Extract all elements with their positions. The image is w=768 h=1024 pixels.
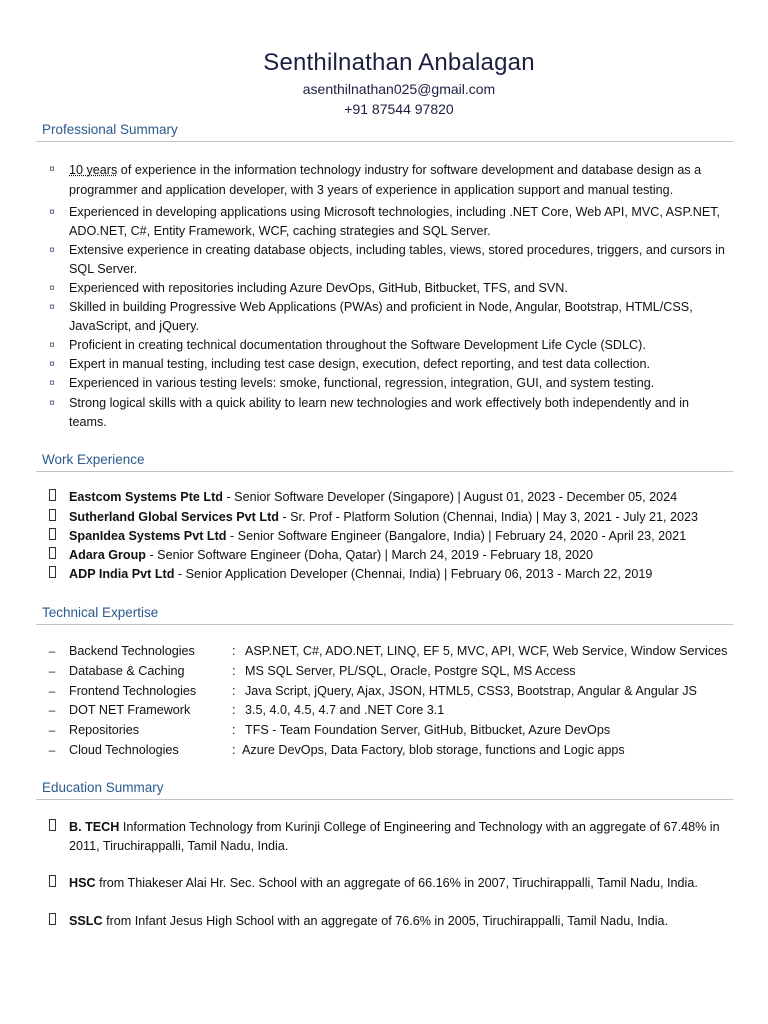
degree-name: HSC	[69, 876, 96, 890]
box-bullet-icon	[46, 546, 58, 565]
candidate-name: Senthilnathan Anbalagan	[263, 49, 535, 76]
tech-separator: :	[232, 703, 236, 717]
section-divider	[36, 624, 733, 625]
tech-list: MS SQL Server, PL/SQL, Oracle, Postgre SQL, MS Access	[245, 664, 576, 678]
box-bullet-icon	[46, 508, 58, 527]
box-bullet-icon	[46, 488, 58, 507]
tech-list: ASP.NET, C#, ADO.NET, LINQ, EF 5, MVC, API, WCF, Web Service, Window Services	[245, 644, 728, 658]
degree-name: B. TECH	[69, 820, 120, 834]
phone-number: +91 87544 97820	[344, 101, 454, 117]
summary-text: Experienced in developing applications using Microsoft technologies, including .NET Core, Web API, MVC, ASP.NET, ADO.NET, C#, Entity Framework, WCF, caching strategies and SQL Server.	[69, 205, 721, 239]
tech-category: Backend Technologies	[69, 644, 195, 658]
tech-category: Database & Caching	[69, 664, 185, 678]
square-bullet-icon: ¤	[49, 207, 55, 218]
work-experience-heading: Work Experience	[42, 452, 145, 467]
tech-separator: :	[232, 723, 236, 737]
tech-category: Repositories	[69, 723, 139, 737]
box-bullet-icon	[46, 818, 58, 837]
education-details: from Thiakeser Alai Hr. Sec. School with an aggregate of 66.16% in 2007, Tiruchirappalli, Tamil Nadu, India.	[95, 876, 698, 890]
section-divider	[36, 471, 733, 472]
box-bullet-icon	[46, 912, 58, 931]
company-name: Adara Group	[69, 548, 146, 562]
dash-bullet-icon: –	[48, 723, 56, 737]
job-details: - Senior Software Developer (Singapore) | August 01, 2023 - December 05, 2024	[222, 490, 678, 504]
tech-category: DOT NET Framework	[69, 703, 191, 717]
square-bullet-icon: ¤	[49, 164, 55, 175]
section-divider	[36, 799, 733, 800]
tech-separator: :	[232, 684, 236, 698]
job-details: - Senior Software Engineer (Doha, Qatar) | March 24, 2019 - February 18, 2020	[145, 548, 594, 562]
tech-category: Cloud Technologies	[69, 743, 179, 757]
dash-bullet-icon: –	[48, 644, 56, 658]
summary-text: Skilled in building Progressive Web Applications (PWAs) and proficient in Node, Angular, Bootstrap, HTML/CSS, JavaScript, and jQuery.	[69, 300, 693, 334]
square-bullet-icon: ¤	[49, 283, 55, 294]
education-summary-heading: Education Summary	[42, 780, 164, 795]
tech-list: Azure DevOps, Data Factory, blob storage, functions and Logic apps	[242, 743, 625, 757]
tech-category: Frontend Technologies	[69, 684, 197, 698]
square-bullet-icon: ¤	[49, 359, 55, 370]
professional-summary-heading: Professional Summary	[42, 122, 178, 137]
summary-text: Extensive experience in creating database objects, including tables, views, stored procedures, triggers, and cursors in SQL Server.	[69, 243, 725, 277]
summary-emphasis: 3 years	[316, 183, 359, 197]
email-address[interactable]: asenthilnathan025@gmail.com	[302, 81, 496, 97]
summary-text: Proficient in creating technical documentation throughout the Software Development Life Cycle (SDLC).	[69, 338, 646, 352]
company-name: Sutherland Global Services Pvt Ltd	[69, 510, 279, 524]
section-divider	[36, 141, 733, 142]
tech-separator: :	[232, 644, 236, 658]
tech-list: 3.5, 4.0, 4.5, 4.7 and .NET Core 3.1	[245, 703, 445, 717]
summary-text: of experience in the information technology industry for software development and database design as a programmer and application developer, with	[69, 163, 702, 197]
square-bullet-icon: ¤	[49, 245, 55, 256]
summary-emphasis: 10 years	[69, 163, 118, 177]
company-name: SpanIdea Systems Pvt Ltd	[69, 529, 227, 543]
job-details: - Senior Application Developer (Chennai, India) | February 06, 2013 - March 22, 2019	[174, 567, 653, 581]
dash-bullet-icon: –	[48, 664, 56, 678]
summary-text: Experienced with repositories including Azure DevOps, GitHub, Bitbucket, TFS, and SVN.	[69, 281, 568, 295]
summary-text: of experience in application support and manual testing.	[358, 183, 674, 197]
tech-list: TFS - Team Foundation Server, GitHub, Bitbucket, Azure DevOps	[245, 723, 611, 737]
dash-bullet-icon: –	[48, 684, 56, 698]
education-details: from Infant Jesus High School with an aggregate of 76.6% in 2005, Tiruchirappalli, Tamil Nadu, India.	[102, 914, 669, 928]
dash-bullet-icon: –	[48, 743, 56, 757]
degree-name: SSLC	[69, 914, 103, 928]
square-bullet-icon: ¤	[49, 302, 55, 313]
job-details: - Senior Software Engineer (Bangalore, India) | February 24, 2020 - April 23, 2021	[226, 529, 687, 543]
company-name: ADP India Pvt Ltd	[69, 567, 175, 581]
summary-text: Expert in manual testing, including test case design, execution, defect reporting, and test data collection.	[69, 357, 651, 371]
square-bullet-icon: ¤	[49, 378, 55, 389]
box-bullet-icon	[46, 874, 58, 893]
company-name: Eastcom Systems Pte Ltd	[69, 490, 223, 504]
technical-expertise-heading: Technical Expertise	[42, 605, 159, 620]
tech-separator: :	[232, 664, 236, 678]
summary-text: Experienced in various testing levels: smoke, functional, regression, integration, GUI, and system testing.	[69, 376, 655, 390]
box-bullet-icon	[46, 527, 58, 546]
tech-list: Java Script, jQuery, Ajax, JSON, HTML5, CSS3, Bootstrap, Angular & Angular JS	[245, 684, 697, 698]
job-details: - Sr. Prof - Platform Solution (Chennai, India) | May 3, 2021 - July 21, 2023	[278, 510, 699, 524]
tech-separator: :	[232, 743, 236, 757]
box-bullet-icon	[46, 565, 58, 584]
square-bullet-icon: ¤	[49, 398, 55, 409]
summary-text: Strong logical skills with a quick ability to learn new technologies and work effectively both independently and in teams.	[69, 396, 690, 430]
square-bullet-icon: ¤	[49, 340, 55, 351]
dash-bullet-icon: –	[48, 703, 56, 717]
education-details: Information Technology from Kurinji College of Engineering and Technology with an aggregate of 67.48% in 2011, Tiruchirappalli, Tamil Nadu, India.	[69, 820, 720, 854]
